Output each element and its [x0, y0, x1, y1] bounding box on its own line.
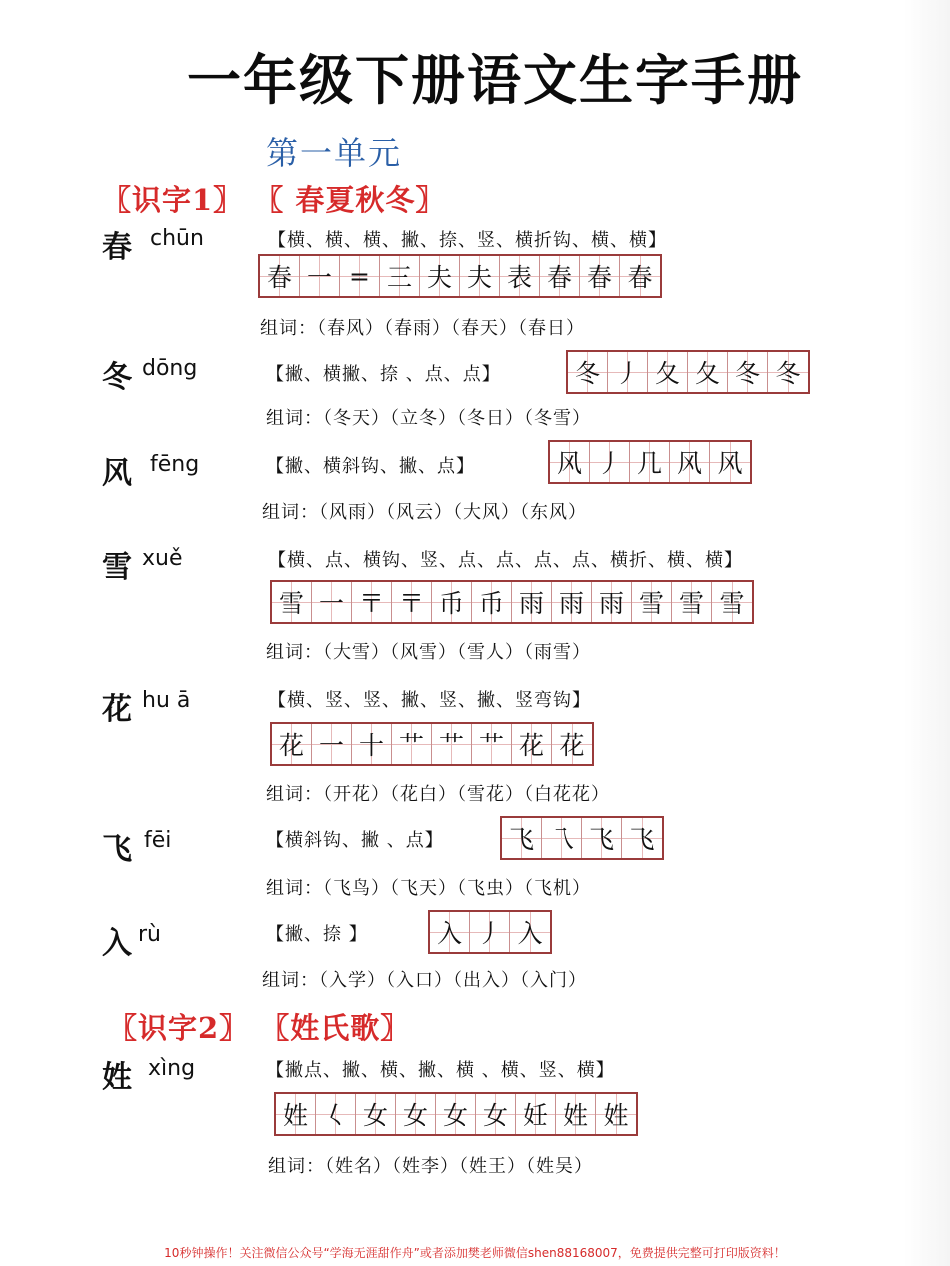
stroke-order-text: 【横斜钩、撇 、点】 — [266, 830, 444, 851]
stroke-step-cell: 艹 — [392, 724, 432, 764]
character-pinyin: hu ā — [142, 688, 191, 713]
stroke-step-cell: 飞 — [622, 818, 662, 858]
stroke-step-cell: 女 — [436, 1094, 476, 1134]
character-pinyin: fēi — [144, 828, 172, 853]
stroke-step-cell: 一 — [300, 256, 340, 296]
word-examples: 组词：（大雪）（风雪）（雪人）（雨雪） — [266, 642, 591, 663]
lesson-name: 〖姓氏歌〗 — [260, 1011, 411, 1045]
stroke-step-cell: 币 — [432, 582, 472, 622]
stroke-step-cell: 风 — [550, 442, 590, 482]
stroke-order-text: 【撇、横斜钩、撇、点】 — [266, 456, 475, 477]
stroke-step-cell: 春 — [540, 256, 580, 296]
word-examples: 组词：（入学）（入口）（出入）（入门） — [262, 970, 587, 991]
stroke-step-cell: 一 — [312, 724, 352, 764]
lesson-name: 〖 春夏秋冬〗 — [254, 183, 446, 217]
stroke-step-cell: 艹 — [472, 724, 512, 764]
word-examples: 组词：（冬天）（立冬）（冬日）（冬雪） — [266, 408, 591, 429]
stroke-grid — [428, 910, 552, 954]
stroke-step-cell: 风 — [710, 442, 750, 482]
stroke-step-cell: 雪 — [272, 582, 312, 622]
character-glyph: 飞 — [102, 832, 132, 867]
character-glyph: 入 — [102, 926, 132, 961]
stroke-step-cell: 女 — [356, 1094, 396, 1134]
stroke-step-cell: 冬 — [728, 352, 768, 392]
word-examples: 组词：（开花）（花白）（雪花）（白花花） — [266, 784, 610, 805]
lesson-heading-1 — [102, 178, 445, 219]
stroke-step-cell: 夫 — [460, 256, 500, 296]
character-glyph: 姓 — [102, 1060, 132, 1095]
character-glyph: 花 — [102, 692, 132, 727]
character-glyph: 风 — [102, 456, 132, 491]
stroke-grid — [500, 816, 664, 860]
stroke-step-cell: 春 — [260, 256, 300, 296]
stroke-order-text: 【横、竖、竖、撇、竖、撇、竖弯钩】 — [268, 690, 591, 711]
character-glyph: 冬 — [102, 360, 132, 395]
footer-notice: 10秒钟操作！关注微信公众号“学海无涯甜作舟”或者添加樊老师微信shen88168007，免费提供完整可打印版资料！ — [164, 1246, 786, 1260]
stroke-step-cell: 夂 — [648, 352, 688, 392]
stroke-grid — [274, 1092, 638, 1136]
stroke-step-cell: 女 — [476, 1094, 516, 1134]
page-title: 一年级下册语文生字手册 — [187, 49, 803, 112]
stroke-grid — [548, 440, 752, 484]
stroke-grid — [270, 722, 594, 766]
character-pinyin: fēng — [150, 452, 200, 477]
stroke-step-cell: 夂 — [688, 352, 728, 392]
stroke-step-cell: 入 — [510, 912, 550, 952]
stroke-step-cell: 十 — [352, 724, 392, 764]
stroke-step-cell: 春 — [620, 256, 660, 296]
stroke-step-cell: 雨 — [552, 582, 592, 622]
stroke-step-cell: 花 — [552, 724, 592, 764]
stroke-step-cell: 姓 — [556, 1094, 596, 1134]
stroke-step-cell: 艹 — [432, 724, 472, 764]
stroke-step-cell: 丿 — [608, 352, 648, 392]
character-pinyin: rù — [138, 922, 161, 947]
stroke-step-cell: 雪 — [632, 582, 672, 622]
stroke-step-cell: 入 — [430, 912, 470, 952]
stroke-grid — [258, 254, 662, 298]
stroke-step-cell: 几 — [630, 442, 670, 482]
stroke-step-cell: 冬 — [568, 352, 608, 392]
stroke-step-cell: 𡿨 — [316, 1094, 356, 1134]
stroke-step-cell: 姓 — [596, 1094, 636, 1134]
lesson-heading-2 — [108, 1006, 410, 1047]
character-pinyin: xìng — [148, 1056, 196, 1081]
word-examples: 组词：（姓名）（姓李）（姓王）（姓吴） — [268, 1156, 593, 1177]
character-glyph: 雪 — [102, 550, 132, 585]
word-examples: 组词：（春风）（春雨）（春天）（春日） — [260, 318, 585, 339]
stroke-order-text: 【横、点、横钩、竖、点、点、点、点、横折、横、横】 — [268, 550, 743, 571]
stroke-step-cell: 姓 — [276, 1094, 316, 1134]
stroke-grid — [566, 350, 810, 394]
word-examples: 组词：（风雨）（风云）（大风）（东风） — [262, 502, 587, 523]
stroke-step-cell: 飞 — [502, 818, 542, 858]
stroke-order-text: 【横、横、横、撇、捺、竖、横折钩、横、横】 — [268, 230, 667, 251]
unit-heading: 第一单元 — [266, 134, 403, 172]
page-edge-shadow — [904, 0, 950, 1266]
stroke-step-cell: 三 — [380, 256, 420, 296]
stroke-step-cell: 花 — [512, 724, 552, 764]
stroke-step-cell: 丿 — [590, 442, 630, 482]
character-pinyin: xuě — [142, 546, 183, 571]
stroke-step-cell: 雪 — [712, 582, 752, 622]
stroke-step-cell: 雨 — [592, 582, 632, 622]
stroke-step-cell: 妊 — [516, 1094, 556, 1134]
word-examples: 组词：（飞鸟）（飞天）（飞虫）（飞机） — [266, 878, 591, 899]
stroke-step-cell: 女 — [396, 1094, 436, 1134]
stroke-step-cell: = — [340, 256, 380, 296]
stroke-step-cell: 币 — [472, 582, 512, 622]
character-pinyin: dōng — [142, 356, 198, 381]
stroke-step-cell: 冬 — [768, 352, 808, 392]
stroke-step-cell: 风 — [670, 442, 710, 482]
stroke-grid — [270, 580, 754, 624]
stroke-order-text: 【撇、横撇、捺 、点、点】 — [266, 364, 501, 385]
stroke-step-cell: 表 — [500, 256, 540, 296]
stroke-step-cell: 丿 — [470, 912, 510, 952]
character-glyph: 春 — [102, 230, 132, 265]
stroke-step-cell: 飞 — [582, 818, 622, 858]
stroke-step-cell: 春 — [580, 256, 620, 296]
stroke-step-cell: 雪 — [672, 582, 712, 622]
stroke-step-cell: 夫 — [420, 256, 460, 296]
stroke-order-text: 【撇、捺 】 — [266, 924, 368, 945]
stroke-step-cell: 〒 — [352, 582, 392, 622]
stroke-step-cell: 〒 — [392, 582, 432, 622]
character-pinyin: chūn — [150, 226, 204, 251]
lesson-label: 〖识字2〗 — [108, 1011, 250, 1045]
lesson-label: 〖识字1〗 — [102, 183, 244, 217]
stroke-step-cell: 一 — [312, 582, 352, 622]
stroke-step-cell: 乁 — [542, 818, 582, 858]
stroke-step-cell: 花 — [272, 724, 312, 764]
stroke-order-text: 【撇点、撇、横、撇、横 、横、竖、横】 — [266, 1060, 615, 1081]
stroke-step-cell: 雨 — [512, 582, 552, 622]
